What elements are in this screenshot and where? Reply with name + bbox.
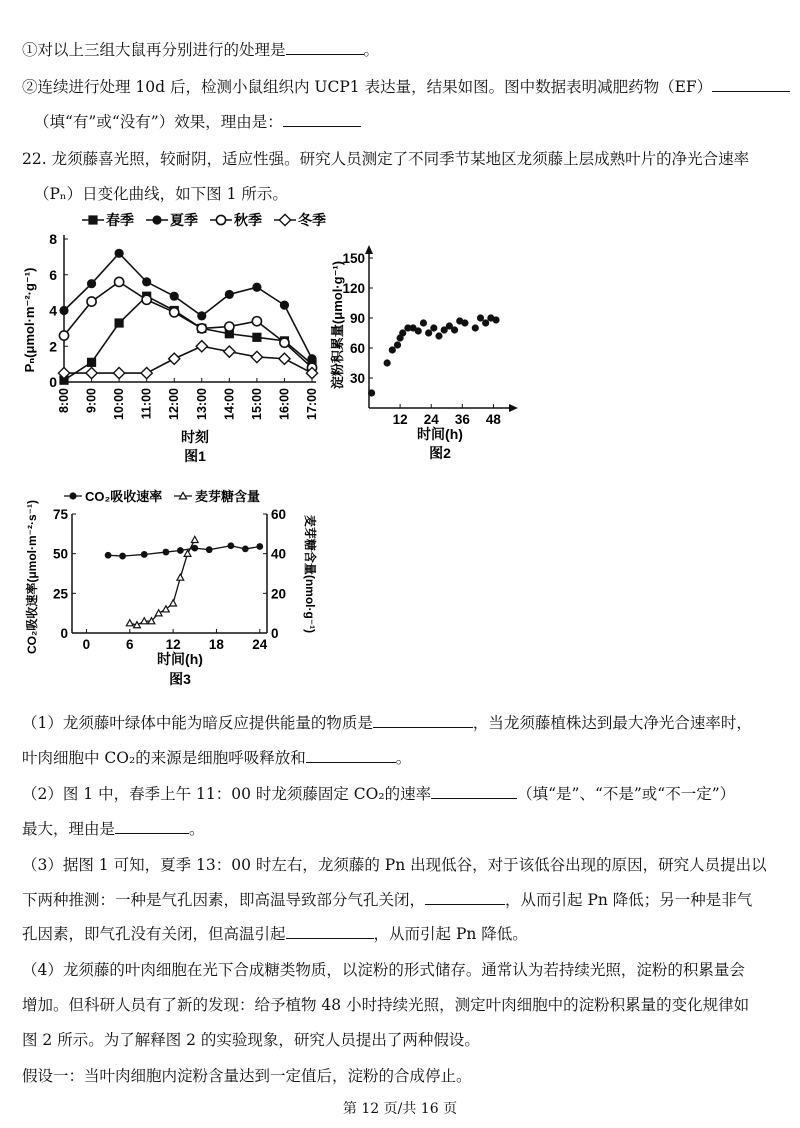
x-tick-label: 24 [252,637,268,652]
data-point [368,389,375,396]
x-tick-label: 12:00 [167,388,182,420]
left-tick-label: 75 [52,507,68,522]
data-point [105,552,112,559]
data-point [87,358,96,367]
data-point [114,367,125,378]
figure-3-axes [53,507,286,652]
legend-marker [88,215,97,224]
x-tick-label: 11:00 [139,388,154,420]
data-point [482,319,489,326]
question-22-stem-2: （Pₙ）日变化曲线，如下图 1 所示。 [34,185,288,203]
y-tick-label: 30 [349,371,365,386]
question-2-line [22,784,735,804]
question-1-line-2 [22,748,411,768]
data-point [435,332,442,339]
text-segment: （填“有”或“没有”）效果，理由是： [34,113,283,131]
data-point [242,546,249,553]
y-tick-label: 6 [49,266,57,283]
data-point [197,311,206,320]
data-point [134,622,141,628]
left-tick-label: 0 [60,626,68,641]
text-line [22,77,790,97]
data-point [141,367,152,378]
text-segment: 叶肉细胞中 CO₂的来源是细胞呼吸释放和 [22,749,306,767]
y-tick-label: 2 [49,338,57,355]
data-point [169,353,180,364]
data-point [177,574,184,580]
right-tick-label: 60 [271,507,287,522]
data-point [177,547,184,554]
series-line [64,282,312,368]
data-point [492,316,499,323]
figure-2-x-axis-label: 时间(h) [417,426,463,442]
data-point [115,277,124,286]
data-point [252,283,261,292]
x-tick-label: 12 [392,412,408,427]
data-point [59,306,68,315]
answer-blank[interactable] [712,77,790,92]
answer-blank[interactable] [425,890,505,905]
figure-3-title: 图3 [169,671,191,687]
y-tick-label: 8 [49,231,57,247]
y-tick-label: 60 [349,341,365,356]
legend-label: 春季 [106,212,134,228]
question-4-line: （4）龙须藤的叶肉细胞在光下合成糖类物质，以淀粉的形式储存。通常认为若持续光照，淀粉的积累量会 [22,961,745,979]
right-tick-label: 0 [271,626,279,641]
text-segment: 。 [189,820,205,838]
series-line [64,346,312,373]
text-segment: 最大，理由是 [22,820,116,838]
data-point [155,610,162,616]
data-point [86,367,97,378]
figure-1-chart [20,205,330,465]
data-point [87,297,96,306]
x-tick-label: 17:00 [305,388,319,420]
text-segment: 下两种推测：一种是气孔因素，即高温导致部分气孔关闭， [22,891,426,909]
data-point [170,292,179,301]
y-tick-label: 0 [49,374,57,390]
legend-label: 夏季 [170,212,198,228]
data-point [389,346,396,353]
legend-label: CO₂吸收速率 [85,489,163,504]
text-segment: 。 [363,41,380,59]
data-point [280,301,289,310]
text-segment: ①对以上三组大鼠再分别进行的处理是 [22,41,286,59]
figure-3-legend [64,489,260,504]
data-point [472,324,479,331]
x-tick-label: 12 [165,637,181,652]
data-point [384,359,391,366]
figure-1-y-axis-label: Pₙ(μmol·m⁻²·g⁻¹) [22,267,37,373]
answer-blank[interactable] [115,819,189,834]
data-point [225,290,234,299]
data-point [87,279,96,288]
x-tick-label: 36 [454,412,470,427]
right-tick-label: 40 [271,546,287,562]
data-point [251,351,262,362]
figure-3-left-axis-label: CO₂吸收速率(μmol·m⁻²·s⁻¹) [25,500,39,654]
data-point [394,341,401,348]
data-point [415,327,422,334]
x-tick-label: 18 [208,637,224,652]
data-point [256,543,263,550]
question-1-line [22,713,752,733]
data-point [196,341,207,352]
legend-marker [69,492,76,499]
data-point [252,317,261,326]
data-point [461,319,468,326]
data-point [451,326,458,333]
answer-blank[interactable] [286,40,364,55]
data-point [115,318,124,327]
legend-marker [279,214,290,225]
legend-label: 冬季 [298,212,326,228]
data-point [184,550,191,556]
data-point [59,331,68,340]
figure-2-y-axis-label: 淀粉积累量(μmol·g⁻¹) [330,260,345,390]
figure-3-series [105,536,263,627]
text-segment: （2）图 1 中，春季上午 11：00 时龙须藤固定 CO₂的速率 [22,785,432,803]
figure-1-legend [82,212,326,228]
data-point [206,546,213,553]
answer-blank[interactable] [283,112,361,127]
text-segment: ，当龙须藤植株达到最大净光合速率时， [472,714,752,732]
legend-marker [152,215,161,224]
y-tick-label: 90 [349,311,365,326]
y-tick-label: 150 [342,251,365,266]
data-point [142,295,151,304]
data-point [399,329,406,336]
x-tick-label: 24 [423,412,439,427]
legend-label: 秋季 [234,212,262,228]
data-point [280,338,289,347]
text-line [34,112,361,132]
legend-label: 麦芽糖含量 [195,489,261,504]
text-segment: 。 [395,749,412,767]
data-point [126,620,133,626]
data-point [191,536,198,542]
text-line [22,40,379,60]
text-segment: 孔因素，即气孔没有关闭，但高温引起 [22,925,286,943]
x-tick-label: 8:00 [57,388,71,414]
text-segment: ②连续进行处理 10d 后，检测小鼠组织内 UCP1 表达量，结果如图。图中数据表明减肥药物（EF） [22,78,713,96]
right-tick-label: 20 [271,586,287,602]
left-tick-label: 50 [52,546,68,562]
x-tick-label: 14:00 [222,388,237,420]
x-tick-label: 48 [485,412,501,427]
x-tick-label: 13:00 [194,388,209,420]
figure-3-chart [20,484,320,696]
series-line [108,546,260,556]
x-tick-label: 0 [82,637,91,652]
data-point [420,319,427,326]
y-tick-label: 120 [342,281,365,296]
x-tick-label: 10:00 [112,388,127,420]
data-point [425,329,432,336]
answer-blank[interactable] [306,748,396,763]
series-line [64,296,312,380]
hypothesis-1: 假设一：当叶肉细胞内淀粉含量达到一定值后，淀粉的合成停止。 [22,1067,472,1085]
data-point [170,308,179,317]
data-point [307,354,316,363]
data-point [430,324,437,331]
x-tick-label: 6 [126,637,134,652]
figure-1-title: 图1 [184,448,206,464]
data-point [224,346,235,357]
data-point [227,542,234,549]
data-point [170,600,177,606]
y-tick-label: 4 [49,302,57,319]
data-point [477,314,484,321]
x-tick-label: 15:00 [249,388,264,420]
data-point [197,324,206,333]
x-axis-arrow [509,404,518,412]
left-tick-label: 25 [52,586,68,602]
text-segment: ，从而引起 Pn 降低。 [373,925,528,943]
text-segment: （填“是”、“不是”或“不一定”） [517,785,736,803]
data-point [252,333,261,342]
question-2-line-2 [22,819,205,839]
data-point [279,353,290,364]
data-point [162,549,169,556]
question-3-line: （3）据图 1 可知，夏季 13：00 时左右，龙须藤的 Pn 出现低谷，对于该低谷出现的原因，研究人员提出以 [22,856,767,874]
legend-marker [216,215,225,224]
x-tick-label: 16:00 [277,388,292,420]
text-segment: ，从而引起 Pn 降低；另一种是非气 [505,891,753,909]
question-22-stem: 22. 龙须藤喜光照，较耐阴，适应性强。研究人员测定了不同季节某地区龙须藤上层成熟叶片的净光合速率 [22,150,750,168]
question-3-line-2 [22,890,752,910]
figure-2-points [368,314,500,396]
answer-blank[interactable] [286,924,374,939]
data-point [141,618,148,624]
data-point [119,553,126,560]
figure-1-x-axis-label: 时刻 [181,429,209,445]
data-point [225,322,234,331]
series-line [64,253,312,358]
question-4-line-3: 图 2 所示。为了解释图 2 的实验现象，研究人员提出了两种假设。 [22,1031,480,1049]
figure-1-axes [49,231,319,420]
x-tick-label: 9:00 [84,388,99,414]
answer-blank[interactable] [373,713,473,728]
figure-3-x-axis-label: 时间(h) [157,651,203,667]
text-segment: （1）龙须藤叶绿体中能为暗反应提供能量的物质是 [22,714,373,732]
answer-blank[interactable] [431,784,517,799]
y-axis-arrow [365,245,373,254]
data-point [142,277,151,286]
figure-2-title: 图2 [429,445,451,461]
data-point [141,551,148,558]
question-4-line-2: 增加。但科研人员有了新的发现：给予植物 48 小时持续光照，测定叶肉细胞中的淀粉积累量的变化规律如 [22,996,750,1014]
page-footer: 第 12 页/共 16 页 [342,1101,458,1117]
figure-3-right-axis-label: 麦芽糖含量(nmol·g⁻¹) [303,514,317,634]
figure-2-chart [325,240,525,466]
figure-1-series [58,249,317,385]
question-3-line-3 [22,924,528,944]
data-point [115,249,124,258]
